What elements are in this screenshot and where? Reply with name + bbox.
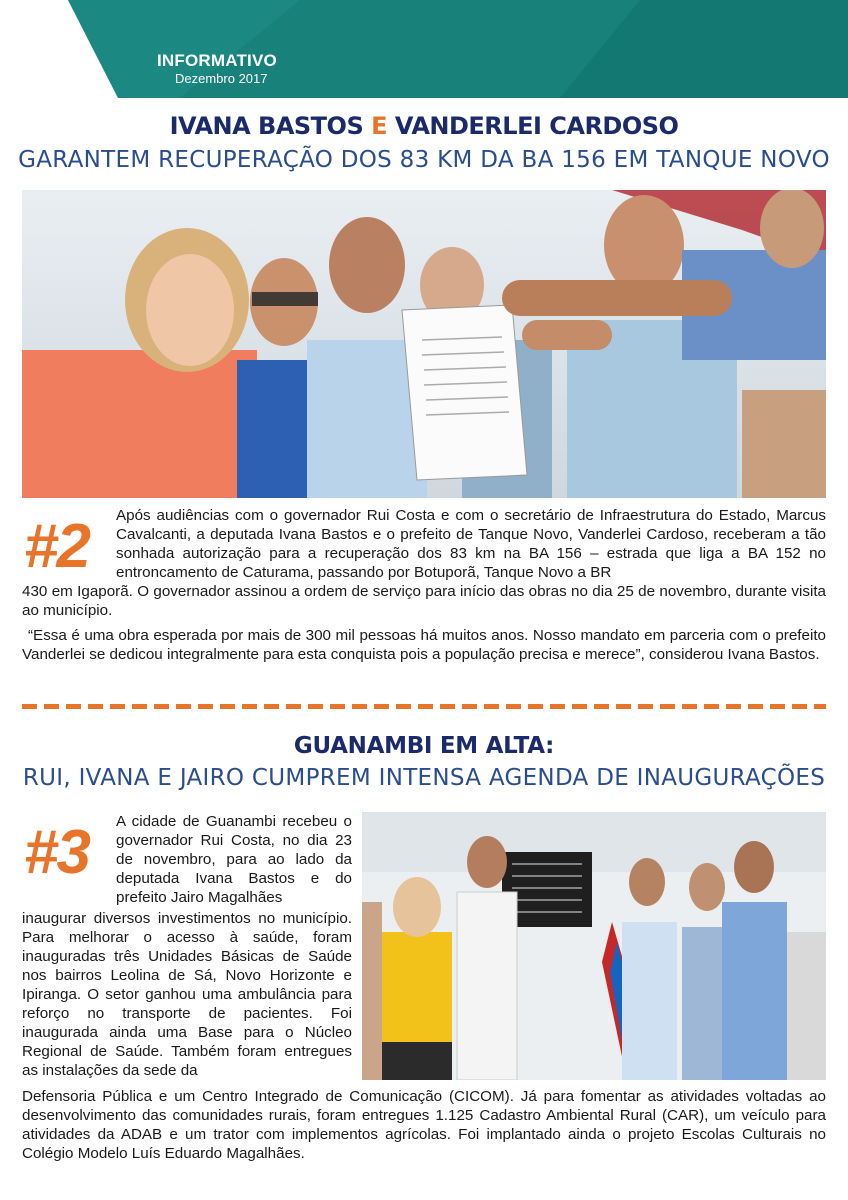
article2-paragraph-side: inaugurar diversos investimentos no município. Para melhorar o acesso à saúde, foram inauguradas três Unidades Básicas de Saúde nos bairros Leolina de Sá, Novo Horizonte e Ipiranga. O setor ganhou uma ambulância para reforço no transporte de pacientes. Foi inaugurada ainda uma Base para o Núcleo Regional de Saúde. Também foram entregues as instalações da sede da — [22, 910, 352, 1079]
newsletter-date: Dezembro 2017 — [175, 71, 268, 86]
article2-photo — [362, 812, 826, 1080]
article2-subtitle: RUI, IVANA E JAIRO CUMPREM INTENSA AGENDA DE INAUGURAÇÕES — [22, 765, 826, 791]
photo-group-signing — [22, 190, 826, 498]
header-band — [0, 0, 848, 98]
article1-subtitle: GARANTEM RECUPERAÇÃO DOS 83 KM DA BA 156 EM TANQUE NOVO — [18, 147, 830, 173]
article1-paragraph-2: 430 em Igaporã. O governador assinou a ordem de serviço para início das obras no dia 25 de novembro, durante visita ao município. — [22, 583, 826, 619]
article1-paragraph-1: Após audiências com o governador Rui Costa e com o secretário de Infraestrutura do Estado, Marcus Cavalcanti, a deputada Ivana Bastos e o prefeito de Tanque Novo, Vanderlei Cardoso, receberam a tão sonhada autorização para a recuperação dos 83 km na BA 156 – estrada que liga a BA 152 no entroncamento de Caturama, passando por Botuporã, Tanque Novo a BR — [116, 507, 826, 581]
photo-inauguration — [362, 812, 826, 1080]
header-text — [157, 52, 277, 85]
article2-number: #3 — [24, 818, 89, 887]
article2-title: GUANAMBI EM ALTA: — [293, 733, 555, 759]
article1-number: #2 — [24, 512, 89, 581]
newsletter-kicker: INFORMATIVO — [157, 51, 277, 70]
article2-paragraph-full: Defensoria Pública e um Centro Integrado de Comunicação (CICOM). Já para fomentar as atividades voltadas ao desenvolvimento das comunidades rurais, foram entregues 1.125 Cadastro Ambiental Rural (CAR), um veículo para atividades da ADAB e um trator com implementos agrícolas. Foi implantado ainda o projeto Escolas Culturais no Colégio Modelo Luís Eduardo Magalhães. — [22, 1088, 826, 1162]
title-name-2: VANDERLEI CARDOSO — [394, 112, 679, 140]
title-name-1: IVANA BASTOS — [169, 112, 364, 140]
article1-title — [0, 112, 848, 140]
article1-quote: “Essa é uma obra esperada por mais de 300 mil pessoas há muitos anos. Nosso mandato em parceria com o prefeito Vanderlei se dedicou integralmente para esta conquista pois a população precisa e merece”, considerou Ivana Bastos. — [22, 627, 826, 663]
article1-photo — [22, 190, 826, 498]
title-conjunction: E — [371, 112, 388, 140]
header-shape — [0, 0, 848, 98]
article2-paragraph-intro: A cidade de Guanambi recebeu o governador Rui Costa, no dia 23 de novembro, para ao lado da deputada Ivana Bastos e do prefeito Jairo Magalhães — [116, 813, 352, 906]
section-divider — [22, 704, 826, 709]
